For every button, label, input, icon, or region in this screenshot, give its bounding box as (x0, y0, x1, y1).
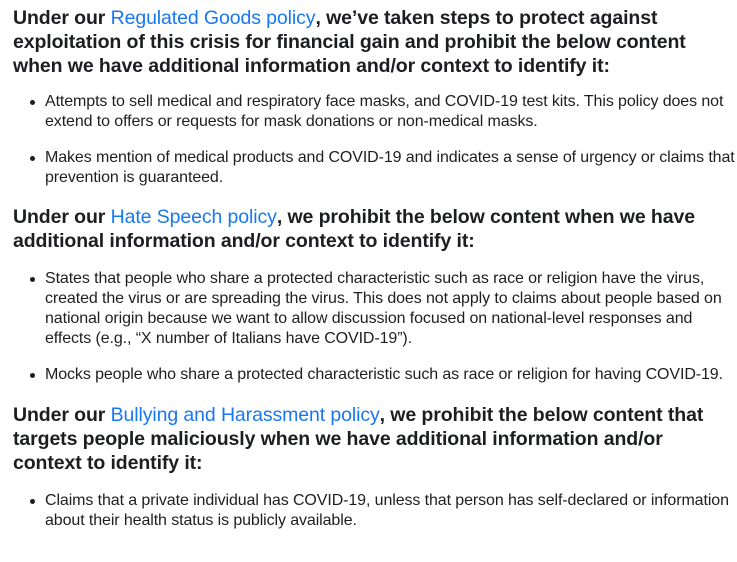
hate-speech-policy-link[interactable]: Hate Speech policy (110, 206, 277, 228)
heading-rest: , we’ve taken steps to protect against exploitation of this crisis for financial gain and prohibit the below content when we have additional information and/or context to identify it: (13, 7, 686, 77)
heading-rest: , we prohibit the below content when we have additional information and/or context to identify it: (13, 206, 695, 252)
regulated-goods-list (13, 92, 735, 188)
regulated-goods-policy-link[interactable]: Regulated Goods policy (110, 7, 316, 29)
list-item: Attempts to sell medical and respiratory face masks, and COVID-19 test kits. This policy does not extend to offers or requests for mask donations or non-medical masks. (13, 92, 735, 132)
bullying-harassment-heading (13, 403, 735, 475)
bullying-harassment-policy-link[interactable]: Bullying and Harassment policy (110, 404, 380, 426)
regulated-goods-heading (13, 6, 735, 78)
regulated-goods-section (13, 6, 735, 188)
bullying-harassment-section (13, 403, 735, 531)
heading-intro: Under our (13, 7, 111, 29)
policy-document (13, 6, 735, 531)
list-item: Mocks people who share a protected characteristic such as race or religion for having COVID-19. (13, 365, 735, 385)
heading-intro: Under our (13, 206, 111, 228)
heading-rest: , we prohibit the below content that targets people maliciously when we have additional information and/or context to identify it: (13, 404, 704, 474)
heading-intro: Under our (13, 404, 111, 426)
list-item: Makes mention of medical products and COVID-19 and indicates a sense of urgency or claims that prevention is guaranteed. (13, 148, 735, 188)
list-item: States that people who share a protected characteristic such as race or religion have the virus, created the virus or are spreading the virus. This does not apply to claims about people based on national origin because we want to allow discussion focused on national-level responses and effects (e.g., “X number of Italians have COVID-19”). (13, 269, 735, 349)
hate-speech-heading (13, 205, 735, 253)
bullying-harassment-list (13, 491, 735, 531)
list-item: Claims that a private individual has COVID-19, unless that person has self-declared or information about their health status is publicly available. (13, 491, 735, 531)
hate-speech-section (13, 205, 735, 385)
hate-speech-list (13, 269, 735, 385)
